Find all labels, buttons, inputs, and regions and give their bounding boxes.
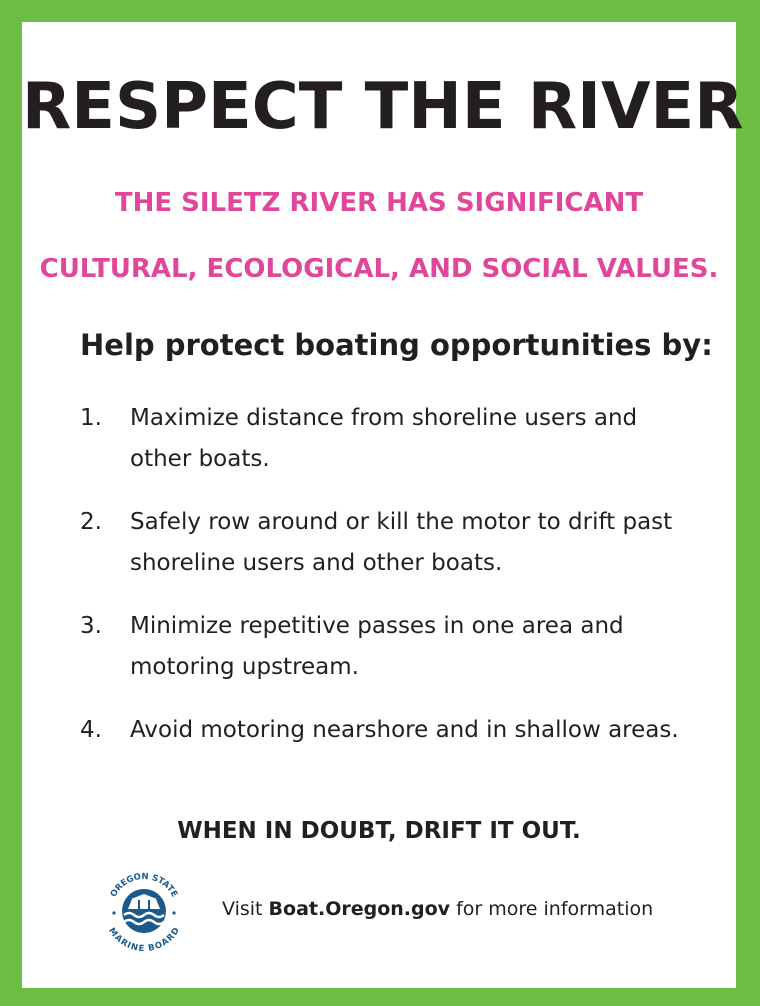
svg-text:OREGON STATE: OREGON STATE	[108, 871, 180, 900]
list-item	[80, 502, 680, 606]
visit-prefix: Visit	[222, 898, 269, 920]
item-text: Maximize distance from shoreline users and other boats.	[130, 405, 638, 472]
subtitle-line-1: THE SILETZ RIVER HAS SIGNIFICANT	[114, 188, 644, 218]
visit-suffix: for more information	[450, 898, 654, 920]
list-item	[80, 398, 680, 502]
item-text: Minimize repetitive passes in one area and motoring upstream.	[130, 613, 624, 680]
website-link[interactable]: Boat.Oregon.gov	[268, 898, 451, 920]
lead-text: Help protect boating opportunities by:	[80, 328, 713, 362]
motto: WHEN IN DOUBT, DRIFT IT OUT.	[177, 818, 581, 844]
sign-panel	[22, 22, 744, 988]
item-number: 1.	[80, 405, 102, 431]
sign-title: RESPECT THE RIVER	[22, 70, 744, 144]
list-item	[80, 710, 680, 814]
svg-text:MARINE BOARD: MARINE BOARD	[106, 926, 182, 953]
item-number: 3.	[80, 613, 102, 639]
guideline-list	[80, 398, 680, 814]
oregon-state-marine-board-seal-icon	[102, 869, 186, 953]
item-text: Safely row around or kill the motor to drift past shoreline users and other boats.	[130, 509, 673, 576]
list-item	[80, 606, 680, 710]
item-number: 4.	[80, 717, 102, 743]
item-text: Avoid motoring nearshore and in shallow areas.	[130, 717, 679, 743]
item-number: 2.	[80, 509, 102, 535]
subtitle-line-2: CULTURAL, ECOLOGICAL, AND SOCIAL VALUES.	[39, 254, 719, 284]
visit-text	[222, 898, 653, 920]
